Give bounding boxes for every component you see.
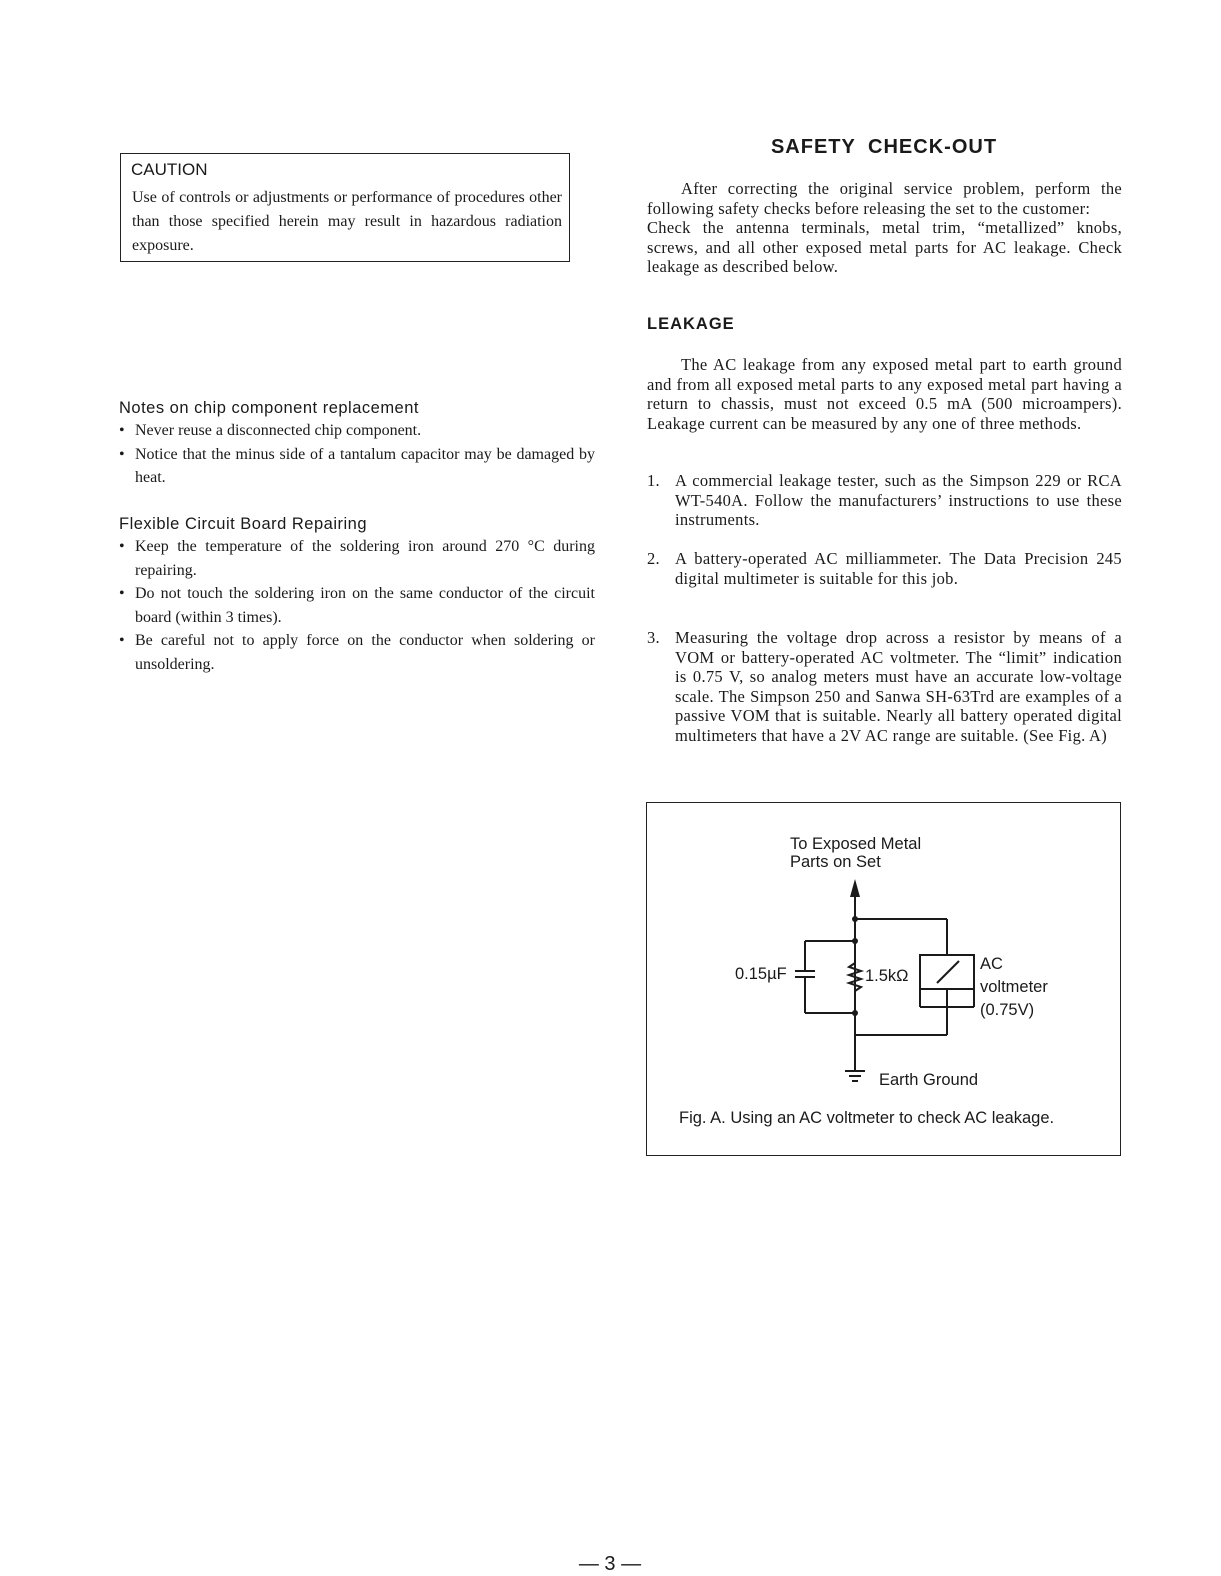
resistor-label: 1.5kΩ — [865, 967, 909, 985]
list-item: • Do not touch the soldering iron on the same conductor of the circuit board (within 3 times). — [119, 582, 595, 629]
flex-repair-section — [119, 515, 595, 676]
page-number: — 3 — — [578, 1553, 642, 1575]
junction-dot — [852, 916, 858, 922]
meter-needle — [937, 961, 959, 983]
junction-dot — [852, 1010, 858, 1016]
flex-repair-heading: Flexible Circuit Board Repairing — [119, 515, 368, 533]
arrow-up-icon — [850, 879, 860, 897]
method-number: 1. — [647, 471, 660, 490]
ground-label: Earth Ground — [879, 1071, 979, 1089]
caution-text: Use of controls or adjustments or performance of procedures other than those specified herein may result in hazardous radiation exposure. — [132, 189, 562, 254]
figure-a-box — [646, 802, 1121, 1156]
method-text: A battery-operated AC milliammeter. The Data Precision 245 digital multimeter is suitable for this job. — [675, 549, 1122, 588]
junction-dot — [852, 938, 858, 944]
method-number: 3. — [647, 628, 660, 647]
safety-check-paragraph: Check the antenna terminals, metal trim, “metallized” knobs, screws, and all other exposed metal parts for AC leakage. Check leakage as described below. — [647, 218, 1122, 276]
chip-notes-heading: Notes on chip component replacement — [119, 399, 419, 417]
top-label-2: Parts on Set — [790, 853, 881, 871]
method-number: 2. — [647, 549, 660, 568]
chip-notes-list — [119, 419, 595, 490]
chip-notes-section — [119, 399, 595, 490]
leakage-intro — [647, 355, 1122, 433]
list-item: • Notice that the minus side of a tantalum capacitor may be damaged by heat. — [119, 443, 595, 490]
method-item — [647, 471, 1122, 530]
method-item — [647, 549, 1122, 588]
method-item — [647, 628, 1122, 745]
leakage-heading: LEAKAGE — [647, 315, 735, 333]
method-text: Measuring the voltage drop across a resistor by means of a VOM or battery-operated AC voltmeter. The “limit” indication is 0.75 V, so analog meters must have an accurate low-voltage scale. The Simpson 250 and Sanwa SH-63Trd are examples of a passive VOM that is suitable. Nearly all battery operated digital multimeters that have a 2V AC range are suitable. (See Fig. A) — [675, 628, 1122, 745]
caution-box — [120, 153, 570, 262]
page-title: SAFETY CHECK-OUT — [770, 136, 998, 158]
figure-caption: Fig. A. Using an AC voltmeter to check AC leakage. — [679, 1109, 1055, 1127]
list-item: • Never reuse a disconnected chip component. — [119, 419, 595, 443]
flex-repair-list — [119, 535, 595, 676]
top-label-1: To Exposed Metal — [790, 835, 922, 853]
safety-intro-paragraph: After correcting the original service problem, perform the following safety checks before releasing the set to the customer: — [647, 179, 1122, 218]
meter-label-2: voltmeter — [980, 978, 1048, 996]
safety-intro — [647, 179, 1122, 277]
meter-label-1: AC — [980, 955, 1003, 973]
caution-title: CAUTION — [131, 160, 208, 179]
list-item: • Keep the temperature of the soldering iron around 270 °C during repairing. — [119, 535, 595, 582]
list-item: • Be careful not to apply force on the conductor when soldering or unsoldering. — [119, 629, 595, 676]
method-text: A commercial leakage tester, such as the Simpson 229 or RCA WT-540A. Follow the manufacturers’ instructions to use these instruments. — [675, 471, 1122, 529]
meter-label-3: (0.75V) — [980, 1001, 1035, 1019]
leakage-intro-paragraph: The AC leakage from any exposed metal part to earth ground and from all exposed metal parts to any exposed metal part having a return to chassis, must not exceed 0.5 mA (500 microampers). Leakage current can be measured by any one of three methods. — [647, 355, 1122, 433]
capacitor-label: 0.15µF — [735, 965, 787, 983]
